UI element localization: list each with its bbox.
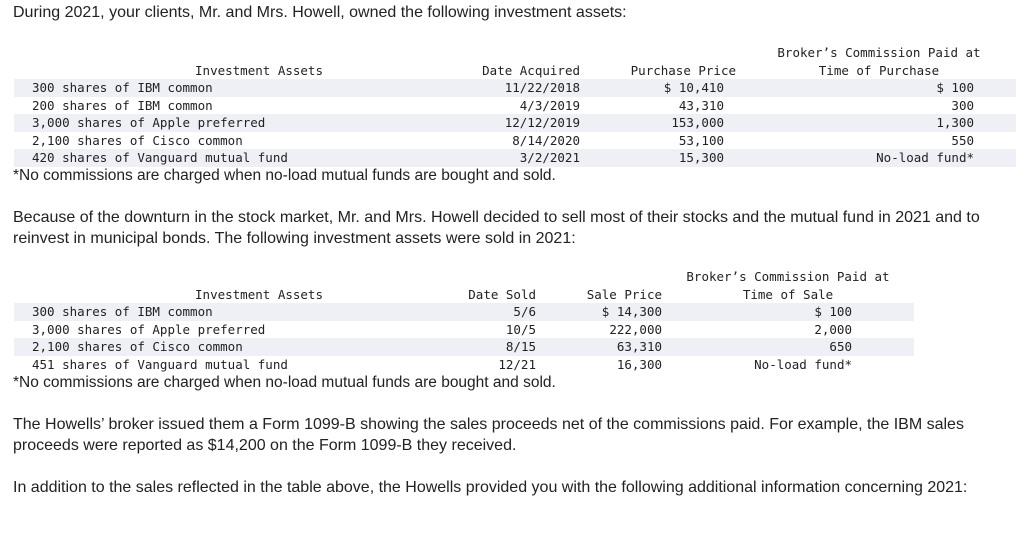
header-investment-assets: Investment Assets (14, 268, 424, 303)
header-commission-line2: Time of Sale (742, 286, 834, 302)
table-row (14, 79, 1016, 97)
date-cell: 8/15 (424, 338, 536, 356)
table-row (14, 321, 914, 339)
intro-text: During 2021, your clients, Mr. and Mrs. Howell, owned the following investment assets: (13, 4, 627, 21)
price-cell: 63,310 (536, 338, 662, 356)
date-cell: 8/14/2020 (424, 132, 580, 150)
table-row (14, 303, 914, 321)
header-date-sold: Date Sold (424, 268, 536, 303)
asset-cell: 3,000 shares of Apple preferred (14, 114, 424, 132)
table-header-row (14, 268, 914, 303)
commission-cell: 300 (742, 97, 1016, 115)
commission-cell: No-load fund* (662, 356, 914, 374)
table-row (14, 97, 1016, 115)
price-cell: 43,310 (580, 97, 742, 115)
date-cell: 4/3/2019 (424, 97, 580, 115)
purchased-assets-table (14, 44, 1016, 167)
asset-cell: 300 shares of IBM common (14, 79, 424, 97)
date-cell: 5/6 (424, 303, 536, 321)
date-cell: 12/21 (424, 356, 536, 374)
price-cell: 222,000 (536, 321, 662, 339)
table-row (14, 338, 914, 356)
price-cell: 53,100 (580, 132, 742, 150)
header-commission-line2: Time of Purchase (818, 62, 940, 78)
commission-cell: $ 100 (742, 79, 1016, 97)
additional-info-text: In addition to the sales reflected in the table above, the Howells provided you with the following additional information concerning 2021: (13, 479, 968, 496)
asset-cell: 2,100 shares of Cisco common (14, 132, 424, 150)
commission-cell: $ 100 (662, 303, 914, 321)
asset-cell: 451 shares of Vanguard mutual fund (14, 356, 424, 374)
commission-cell: 650 (662, 338, 914, 356)
asset-cell: 300 shares of IBM common (14, 303, 424, 321)
header-investment-assets: Investment Assets (14, 44, 424, 79)
middle-text: Because of the downturn in the stock market, Mr. and Mrs. Howell decided to sell most of their stocks and the mutual fund in 2021 and to reinvest in municipal bonds. The following investment assets were sold in 2021: (13, 209, 980, 247)
header-commission (662, 268, 914, 303)
date-cell: 12/12/2019 (424, 114, 580, 132)
price-cell: 153,000 (580, 114, 742, 132)
table-header-row (14, 44, 1016, 79)
table-row (14, 356, 914, 374)
sold-assets-table (14, 268, 914, 373)
table-row (14, 132, 1016, 150)
date-cell: 11/22/2018 (424, 79, 580, 97)
header-commission (742, 44, 1016, 79)
date-cell: 3/2/2021 (424, 149, 580, 167)
header-commission-line1: Broker’s Commission Paid at (686, 269, 890, 284)
commission-cell: 2,000 (662, 321, 914, 339)
price-cell: $ 10,410 (580, 79, 742, 97)
date-cell: 10/5 (424, 321, 536, 339)
price-cell: 15,300 (580, 149, 742, 167)
asset-cell: 2,100 shares of Cisco common (14, 338, 424, 356)
commission-cell: 1,300 (742, 114, 1016, 132)
table1-footnote: *No commissions are charged when no-load mutual funds are bought and sold. (13, 167, 556, 184)
commission-cell: 550 (742, 132, 1016, 150)
table2-footnote: *No commissions are charged when no-load mutual funds are bought and sold. (13, 374, 556, 391)
table-row (14, 114, 1016, 132)
broker-note-text: The Howells’ broker issued them a Form 1099-B showing the sales proceeds net of the commissions paid. For example, the IBM sales proceeds were reported as $14,200 on the Form 1099-B they received. (13, 416, 964, 454)
header-purchase-price: Purchase Price (580, 44, 742, 79)
price-cell: 16,300 (536, 356, 662, 374)
header-date-acquired: Date Acquired (424, 44, 580, 79)
commission-cell: No-load fund* (742, 149, 1016, 167)
table-row (14, 149, 1016, 167)
price-cell: $ 14,300 (536, 303, 662, 321)
header-sale-price: Sale Price (536, 268, 662, 303)
asset-cell: 200 shares of IBM common (14, 97, 424, 115)
asset-cell: 420 shares of Vanguard mutual fund (14, 149, 424, 167)
asset-cell: 3,000 shares of Apple preferred (14, 321, 424, 339)
header-commission-line1: Broker’s Commission Paid at (777, 45, 981, 60)
